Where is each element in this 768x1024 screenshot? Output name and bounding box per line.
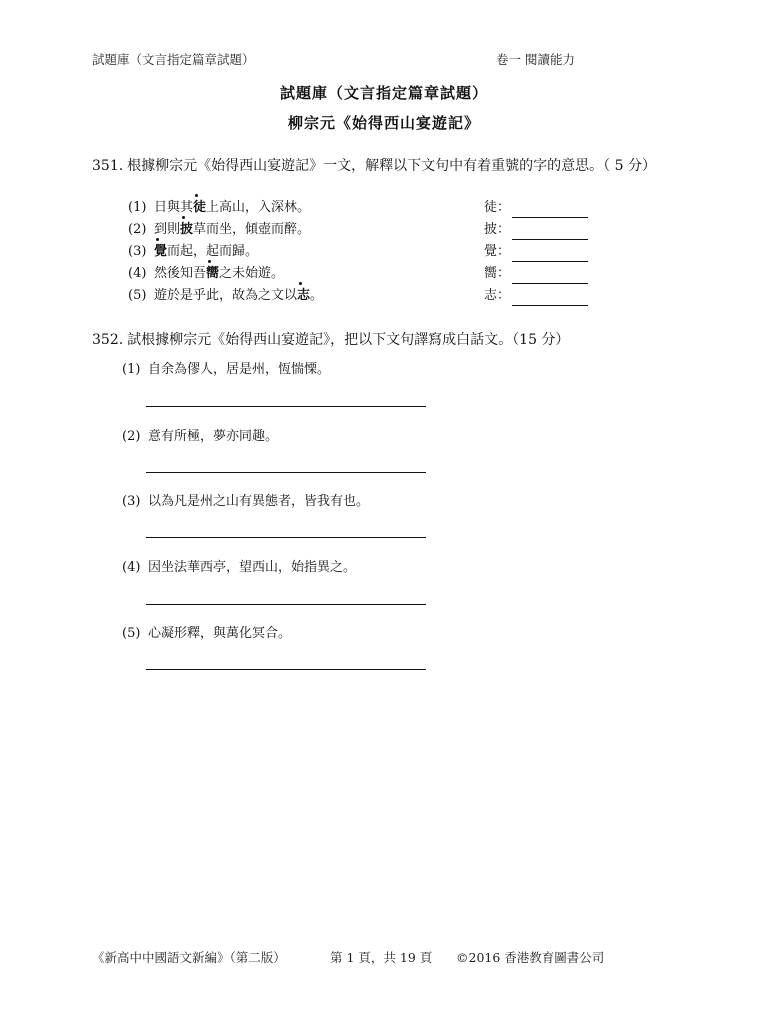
emphasized-char: 披 xyxy=(180,220,193,240)
translation-item: (4) 因坐法華西亭，望西山，始指異之。 xyxy=(122,560,357,575)
header-right: 卷一 閱讀能力 xyxy=(496,52,575,67)
question-352-prompt xyxy=(92,329,569,351)
question-number: 352. xyxy=(92,332,124,348)
vocab-item: (1) 日與其徒上高山，入深林。 xyxy=(128,198,310,218)
translation-item: (5) 心凝形釋，與萬化冥合。 xyxy=(122,626,292,641)
answer-blank[interactable]: 徒： xyxy=(484,198,588,218)
emphasized-char: 志 xyxy=(297,286,310,306)
vocab-item: (2) 到則披草而坐，傾壺而醉。 xyxy=(128,220,310,240)
writing-line[interactable] xyxy=(146,604,426,605)
emphasized-char: 覺 xyxy=(154,242,167,262)
vocab-item: (3) 覺而起，起而歸。 xyxy=(128,242,258,262)
answer-blank[interactable]: 披： xyxy=(484,220,588,240)
vocab-item: (4) 然後知吾嚮之未始遊。 xyxy=(128,264,284,284)
translation-item: (1) 自余為僇人，居是州，恆惴慄。 xyxy=(122,362,331,377)
question-text: 試根據柳宗元《始得西山宴遊記》，把以下文句譯寫成白話文。（15 分） xyxy=(127,332,570,348)
translation-item: (3) 以為凡是州之山有異態者，皆我有也。 xyxy=(122,494,370,509)
question-number: 351. xyxy=(92,158,124,174)
answer-blank[interactable]: 嚮： xyxy=(484,264,588,284)
question-text: 根據柳宗元《始得西山宴遊記》一文，解釋以下文句中有着重號的字的意思。（ 5 分） xyxy=(127,158,656,174)
header-left: 試題庫（文言指定篇章試題） xyxy=(92,52,255,67)
vocab-item: (5) 遊於是乎此，故為之文以志。 xyxy=(128,286,323,306)
emphasized-char: 徒 xyxy=(193,198,206,218)
footer-book: 《新高中中國語文新編》（第二版） xyxy=(92,950,286,965)
footer-page: 第 1 頁，共 19 頁 xyxy=(330,950,433,965)
page-title: 試題庫（文言指定篇章試題） xyxy=(279,84,488,102)
writing-line[interactable] xyxy=(146,406,426,407)
writing-line[interactable] xyxy=(146,472,426,473)
footer-publisher: ©2016 香港教育圖書公司 xyxy=(456,950,605,965)
answer-blank[interactable]: 覺： xyxy=(484,242,588,262)
translation-item: (2) 意有所極，夢亦同趣。 xyxy=(122,429,279,444)
emphasized-char: 嚮 xyxy=(206,264,219,284)
question-351-prompt xyxy=(92,155,692,177)
writing-line[interactable] xyxy=(146,669,426,670)
page-subtitle: 柳宗元《始得西山宴遊記》 xyxy=(287,114,480,132)
writing-line[interactable] xyxy=(146,537,426,538)
answer-blank[interactable]: 志： xyxy=(484,286,588,306)
